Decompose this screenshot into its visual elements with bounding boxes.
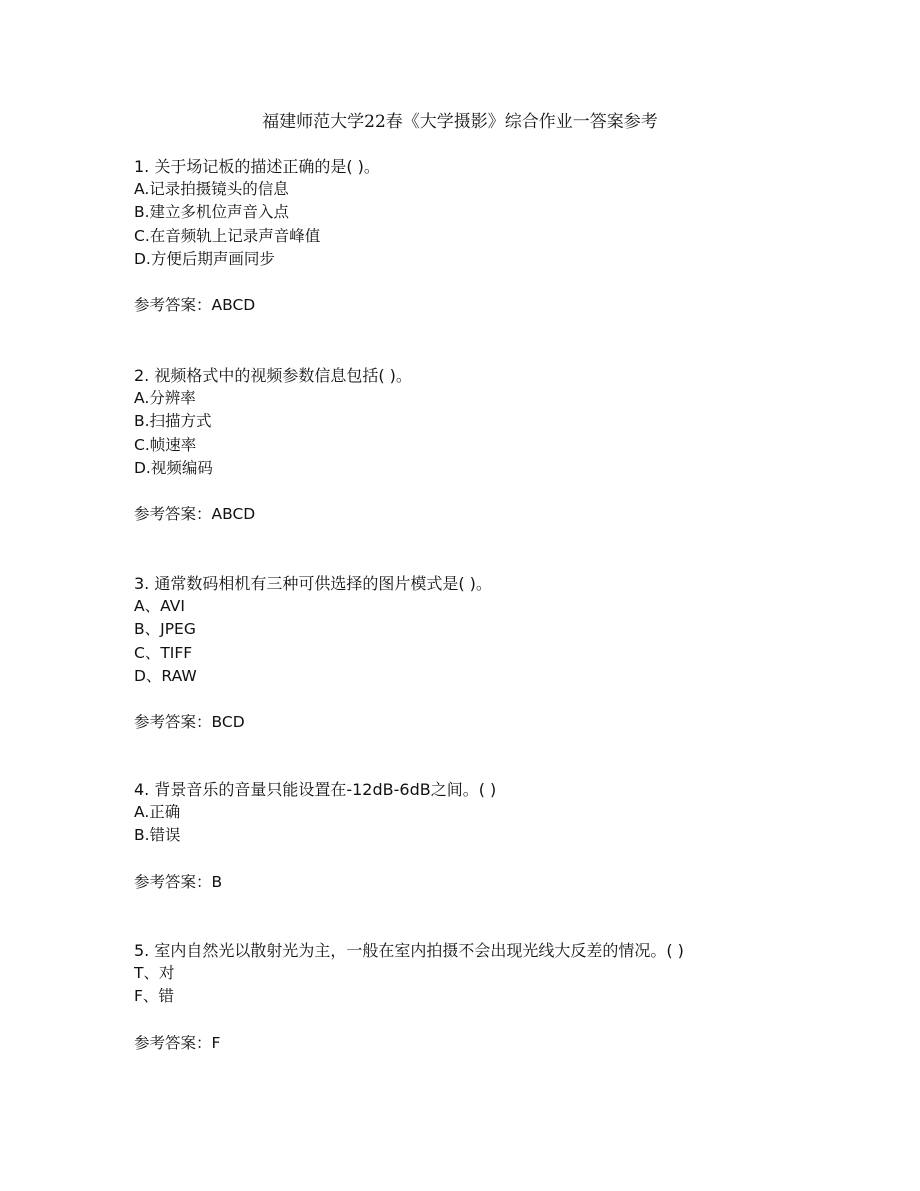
question-stem: 4. 背景音乐的音量只能设置在-12dB-6dB之间。( ): [134, 780, 497, 799]
question-1: [134, 155, 834, 317]
answer-line: [134, 503, 834, 526]
option-a: A.分辨率: [134, 389, 196, 407]
option-b: B.扫描方式: [134, 412, 212, 431]
question-stem: 3. 通常数码相机有三种可供选择的图片模式是( )。: [134, 574, 492, 593]
answer-value: BCD: [211, 713, 245, 732]
option-a: A、AVI: [134, 597, 185, 615]
question-5: [134, 939, 834, 1055]
question-stem: 2. 视频格式中的视频参数信息包括( )。: [134, 366, 412, 385]
answer-line: [134, 871, 834, 894]
answer-line: [134, 1032, 834, 1055]
answer-label: 参考答案：: [134, 713, 212, 732]
answer-value: ABCD: [211, 296, 256, 315]
option-b: B、JPEG: [134, 620, 196, 639]
question-4: [134, 778, 834, 894]
option-f: F、错: [134, 987, 174, 1006]
question-3: [134, 572, 834, 734]
option-d: D、RAW: [134, 666, 197, 685]
answer-label: 参考答案：: [134, 505, 212, 524]
question-stem: 1. 关于场记板的描述正确的是( )。: [134, 157, 380, 176]
option-a: A.正确: [134, 803, 181, 821]
question-2: [134, 364, 834, 526]
answer-label: 参考答案：: [134, 872, 212, 891]
option-d: D.方便后期声画同步: [134, 249, 275, 268]
answer-label: 参考答案：: [134, 1033, 212, 1052]
question-stem: 5. 室内自然光以散射光为主，一般在室内拍摄不会出现光线大反差的情况。( ): [134, 941, 684, 960]
option-b: B.建立多机位声音入点: [134, 203, 290, 222]
answer-value: B: [211, 872, 223, 891]
answer-line: [134, 294, 834, 317]
option-c: C、TIFF: [134, 643, 193, 662]
answer-value: ABCD: [211, 505, 256, 524]
option-c: C.帧速率: [134, 435, 197, 454]
document-title: 福建师范大学22春《大学摄影》综合作业一答案参考: [262, 112, 658, 132]
answer-label: 参考答案：: [134, 296, 212, 315]
option-c: C.在音频轨上记录声音峰值: [134, 226, 321, 245]
answer-value: F: [211, 1033, 221, 1052]
answer-line: [134, 711, 834, 734]
option-a: A.记录拍摄镜头的信息: [134, 180, 289, 198]
option-t: T、对: [134, 964, 175, 982]
option-d: D.视频编码: [134, 458, 213, 477]
option-b: B.错误: [134, 826, 181, 845]
